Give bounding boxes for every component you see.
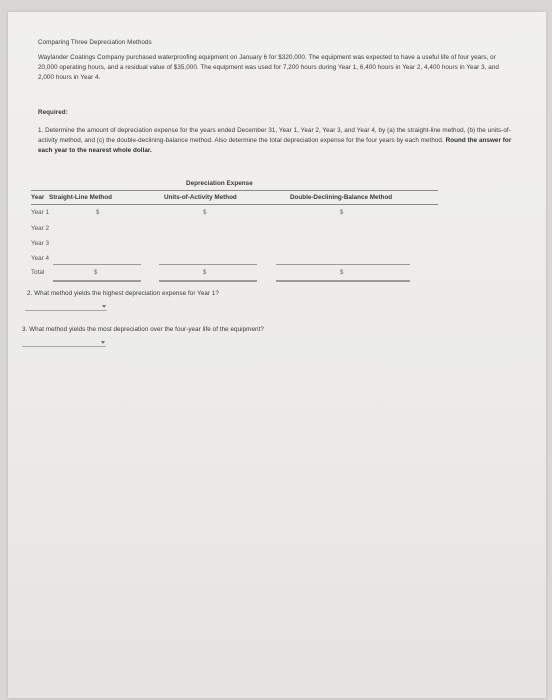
- row-label-year-4: Year 4: [31, 255, 49, 262]
- question-2: 2. What method yields the highest depreciation expense for Year 1?: [27, 290, 219, 297]
- ua-total-rule: [159, 280, 257, 282]
- column-header-straight-line: Straight-Line Method: [49, 194, 112, 201]
- question-2-dropdown[interactable]: [25, 302, 107, 311]
- question-3: 3. What method yields the most depreciation over the four-year life of the equipment?: [22, 326, 264, 333]
- currency-sign: $: [96, 210, 100, 216]
- ddb-year-4-input[interactable]: [276, 264, 410, 265]
- table-top-rule: [31, 190, 438, 191]
- currency-sign: $: [340, 210, 344, 216]
- chevron-down-icon: [102, 305, 106, 308]
- problem-description: Waylander Coatings Company purchased waterproofing equipment on January 6 for $320,000. The equipment was expected to have a useful life of four years, or 20,000 operating hours, and a residual value of $35,000. The equipment was used for 7,200 hours during Year 1, 6,400 hours in Year 2, 4,400 hours in Year 3, and 2,000 hours in Year 4.: [38, 54, 499, 81]
- question-1-rounding-note: Round the answer for each year to the nearest whole dollar.: [38, 137, 512, 154]
- currency-sign: $: [94, 270, 98, 276]
- table-heading: Depreciation Expense: [186, 180, 253, 187]
- row-label-total: Total: [31, 269, 45, 276]
- row-label-year-1: Year 1: [31, 209, 49, 216]
- required-label: Required:: [38, 109, 68, 116]
- currency-sign: $: [340, 270, 344, 276]
- column-header-units-of-activity: Units-of-Activity Method: [164, 194, 237, 201]
- column-header-double-declining: Double-Declining-Balance Method: [290, 194, 393, 201]
- sl-total-rule: [53, 280, 141, 282]
- row-label-year-3: Year 3: [31, 240, 49, 247]
- problem-title: Comparing Three Depreciation Methods: [38, 39, 152, 46]
- column-header-year: Year: [31, 194, 45, 201]
- currency-sign: $: [203, 270, 207, 276]
- sl-year-4-input[interactable]: [53, 264, 141, 265]
- currency-sign: $: [203, 210, 207, 216]
- question-1-text: 1. Determine the amount of depreciation expense for the years ended December 31, Year 1, Year 2, Year 3, and Year 4, by (a) the straight-line method, (b) the units-of-activity method, and (c) the double-declining-balance method. Also determine the total depreciation expense for the four years by each method.: [38, 127, 511, 144]
- worksheet-page: [8, 12, 546, 698]
- question-3-dropdown[interactable]: [22, 338, 106, 347]
- chevron-down-icon: [101, 341, 105, 344]
- question-1: [38, 126, 518, 156]
- ddb-total-rule: [276, 280, 410, 282]
- header-rule: [31, 204, 438, 205]
- ua-year-4-input[interactable]: [159, 264, 257, 265]
- row-label-year-2: Year 2: [31, 225, 49, 232]
